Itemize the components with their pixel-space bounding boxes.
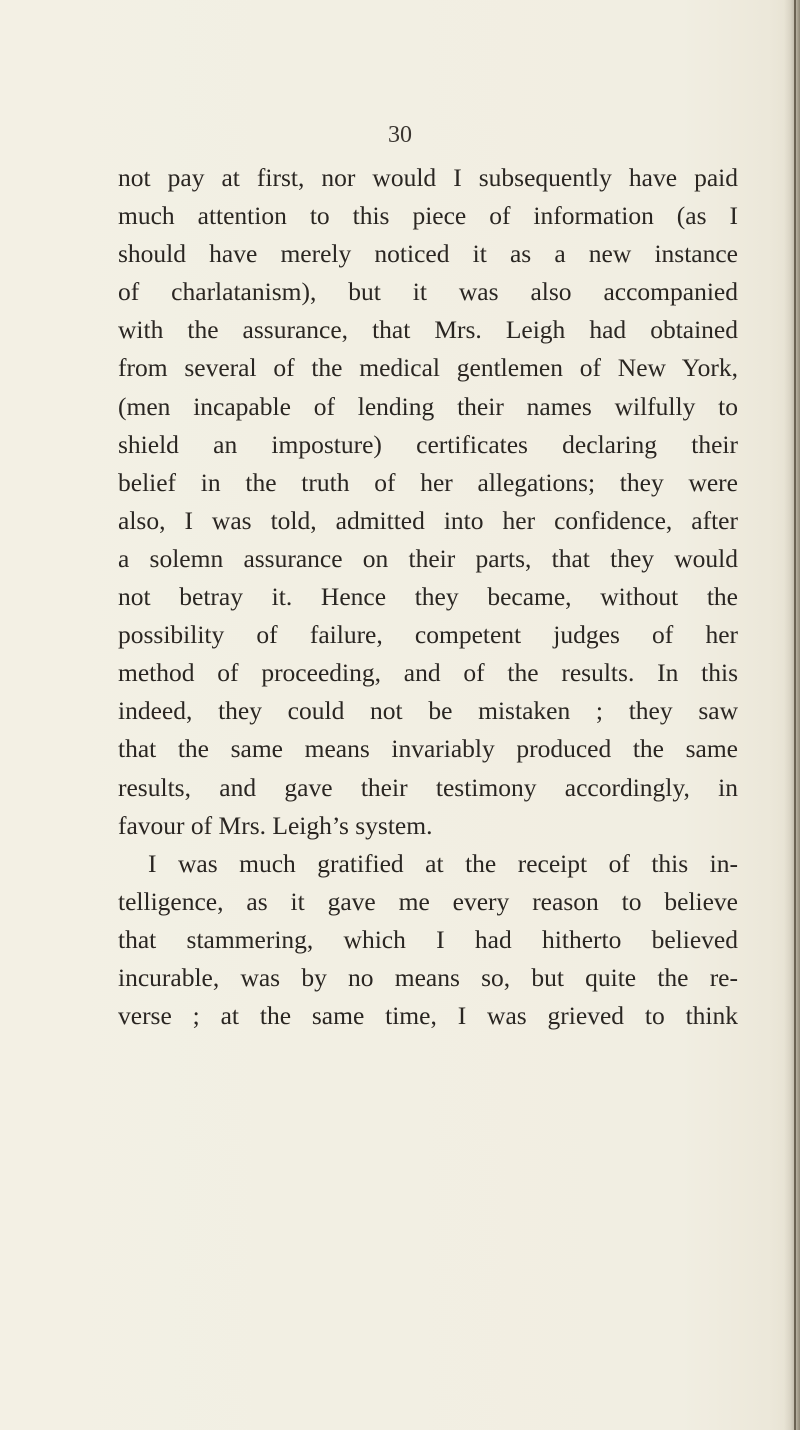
- text-line: that the same means invariably produced the same: [118, 734, 738, 764]
- text-line: with the assurance, that Mrs. Leigh had obtained: [118, 315, 738, 345]
- text-line: a solemn assurance on their parts, that they would: [118, 543, 738, 573]
- text-line: not betray it. Hence they became, without the: [118, 582, 738, 612]
- text-line: shield an imposture) certificates declaring their: [118, 429, 738, 459]
- body-text: [118, 159, 738, 1035]
- text-line: possibility of failure, competent judges of her: [118, 620, 738, 650]
- text-line: should have merely noticed it as a new instance: [118, 239, 738, 269]
- text-line: also, I was told, admitted into her confidence, after: [118, 505, 738, 535]
- paragraph-start-line: I was much gratified at the receipt of this in-: [148, 848, 738, 878]
- page-edge-line: [794, 0, 796, 1430]
- page-edge-shadow: [784, 0, 800, 1430]
- text-line: indeed, they could not be mistaken ; they saw: [118, 696, 738, 726]
- text-line: much attention to this piece of information (as I: [118, 201, 738, 231]
- text-line: results, and gave their testimony accordingly, in: [118, 772, 738, 802]
- text-line: verse ; at the same time, I was grieved to think: [118, 1001, 738, 1031]
- text-line: of charlatanism), but it was also accompanied: [118, 277, 738, 307]
- text-line: from several of the medical gentlemen of New York,: [118, 353, 738, 383]
- text-line: incurable, was by no means so, but quite the re-: [118, 962, 738, 992]
- text-line: (men incapable of lending their names wilfully to: [118, 391, 738, 421]
- paragraph-end-line: favour of Mrs. Leigh’s system.: [118, 810, 433, 840]
- page-number: 30: [388, 122, 412, 148]
- text-line: belief in the truth of her allegations; they were: [118, 467, 738, 497]
- text-line: method of proceeding, and of the results. In this: [118, 658, 738, 688]
- text-line: telligence, as it gave me every reason to believe: [118, 886, 738, 916]
- text-line: that stammering, which I had hitherto believed: [118, 924, 738, 954]
- text-line: not pay at first, nor would I subsequently have paid: [118, 163, 738, 192]
